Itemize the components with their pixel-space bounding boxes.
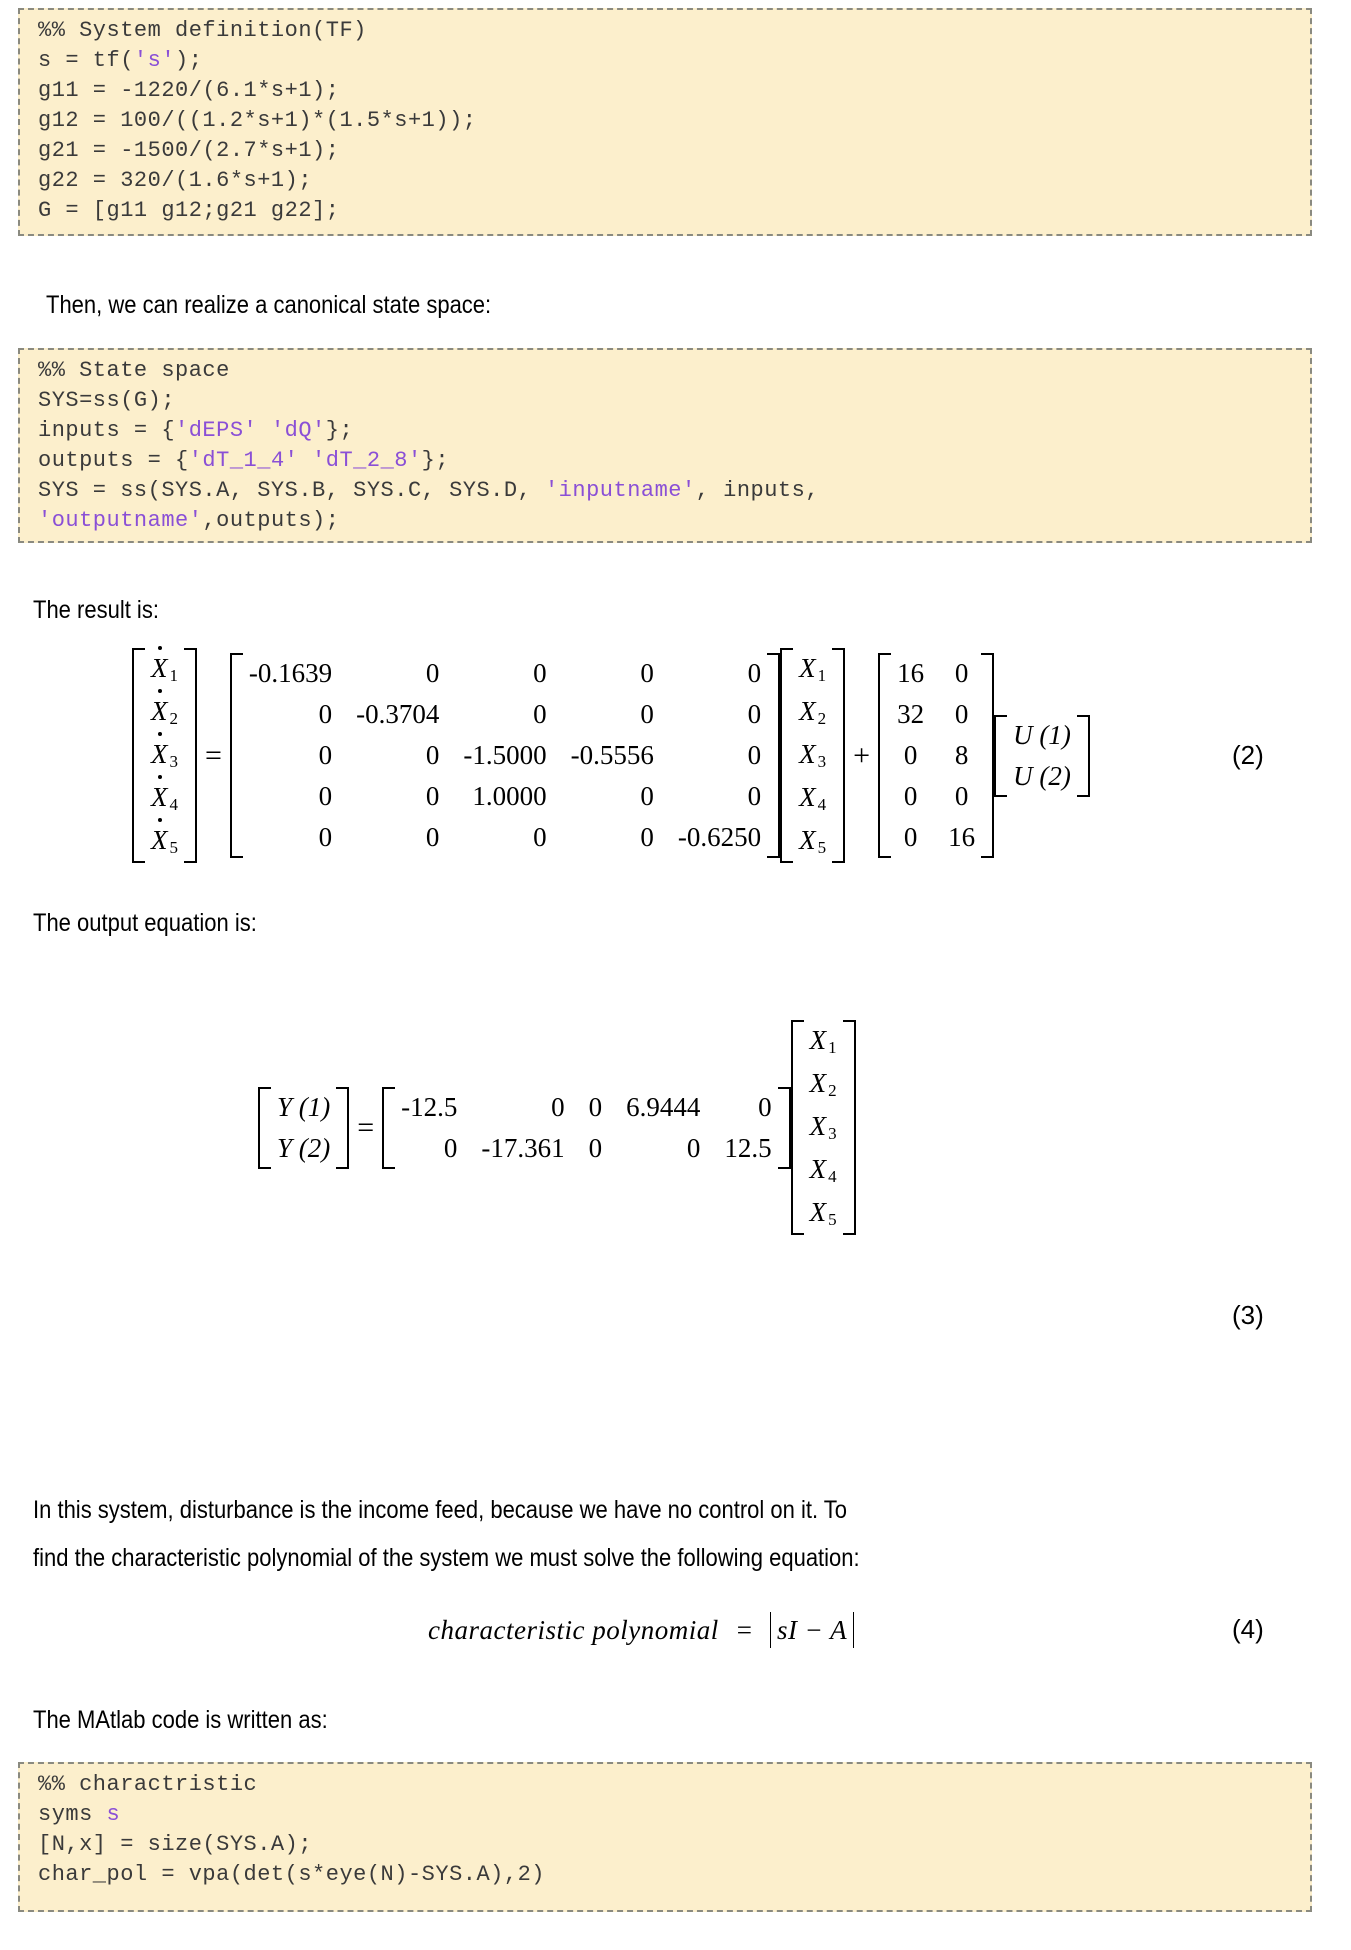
matrix-cell: 0	[747, 699, 762, 729]
variable-subscript: 4	[817, 795, 827, 814]
variable: X	[799, 696, 816, 726]
matrix-row	[389, 1087, 784, 1128]
vector-cell	[139, 777, 190, 820]
matrix-cell: 0	[425, 740, 440, 770]
matrix-cell: 0	[747, 658, 762, 688]
code-text: );	[175, 48, 203, 73]
matrix-cell: 0	[318, 740, 333, 770]
derivative-dot-icon	[158, 818, 162, 822]
code-line	[38, 136, 1310, 166]
variable: U (2)	[1013, 760, 1071, 791]
vector-row	[798, 1020, 849, 1063]
paragraph-matlab-code-is: The MAtlab code is written as:	[33, 1706, 328, 1734]
matrix-cell: 0	[747, 740, 762, 770]
matrix-cell: 0	[551, 1091, 565, 1122]
code-text: char_pol = vpa(det(s*eye(N)-SYS.A),2)	[38, 1862, 545, 1887]
code-text: syms	[38, 1802, 107, 1827]
code-text: ,outputs);	[202, 508, 340, 533]
vector-cell	[787, 691, 838, 734]
variable: Y (2)	[277, 1132, 331, 1163]
variable-subscript: 5	[169, 838, 178, 857]
matrix-cell: 0	[640, 781, 654, 811]
code-string-literal: 's'	[133, 48, 176, 73]
matrix-cell: 8	[954, 740, 969, 770]
a-matrix-bracket	[230, 653, 780, 858]
equals-sign-eq3: =	[357, 1110, 375, 1144]
matrix-cell: 0	[533, 658, 547, 688]
x-vector-bracket	[780, 648, 845, 863]
matrix-cell: 0	[903, 822, 918, 852]
derivative-dot-icon	[158, 646, 162, 650]
vector-row	[1001, 715, 1083, 756]
matrix-cell: -0.6250	[677, 822, 762, 852]
b-matrix	[885, 653, 987, 858]
paragraph-output-equation-is: The output equation is:	[33, 909, 257, 937]
code-text: outputs = {	[38, 448, 189, 473]
variable: Y (1)	[277, 1091, 331, 1122]
equation-4-lhs: characteristic polynomial	[428, 1615, 719, 1645]
code-text: g12 = 100/((1.2*s+1)*(1.5*s+1));	[38, 108, 477, 133]
vector-row	[139, 691, 190, 734]
variable: X	[809, 1068, 827, 1098]
code-text: [N,x] = size(SYS.A);	[38, 1832, 313, 1857]
matrix-cell: -0.1639	[248, 658, 333, 688]
matrix-row	[237, 817, 773, 858]
matrix-row	[885, 735, 987, 776]
vector-cell	[1001, 756, 1083, 797]
code-line	[38, 76, 1310, 106]
vector-cell	[139, 820, 190, 863]
determinant-expression: sI − A	[770, 1612, 854, 1648]
code-line	[38, 46, 1310, 76]
matrix-cell: 0	[588, 1132, 603, 1163]
matrix-row	[237, 653, 773, 694]
matrix-cell: 0	[533, 699, 547, 729]
variable: X	[799, 782, 816, 812]
code-line	[38, 1770, 1310, 1800]
vector-row	[798, 1063, 849, 1106]
matrix-cell: 0	[758, 1091, 772, 1122]
vector-row	[787, 820, 838, 863]
matrix-cell: 0	[954, 699, 969, 729]
vector-row	[265, 1128, 342, 1169]
derivative-variable: X	[151, 698, 168, 725]
matrix-cell: 0	[588, 1091, 603, 1122]
paragraph-disturbance-line1: In this system, disturbance is the income feed, because we have no control on it. To	[33, 1496, 848, 1524]
variable-subscript: 1	[169, 666, 178, 685]
vector-cell	[1001, 715, 1083, 756]
matrix-cell: 0	[903, 740, 918, 770]
matrix-cell: 0	[747, 781, 762, 811]
c-matrix-bracket	[382, 1087, 791, 1169]
code-line	[38, 386, 1310, 416]
matrix-cell: 0	[686, 1132, 701, 1163]
a-matrix	[237, 653, 773, 858]
u-vector	[1001, 715, 1083, 797]
vector-cell	[139, 691, 190, 734]
equation-2-number: (2)	[1232, 740, 1264, 770]
vector-row	[139, 777, 190, 820]
variable: X	[809, 1197, 827, 1227]
xdot-vector-bracket	[132, 648, 197, 863]
code-text: inputs = {	[38, 418, 176, 443]
matrix-cell: 0	[954, 781, 969, 811]
vector-cell	[787, 777, 838, 820]
u-vector-bracket	[994, 715, 1090, 797]
vector-row	[1001, 756, 1083, 797]
matrix-cell: 16	[948, 822, 976, 852]
code-text: %% charactristic	[38, 1772, 258, 1797]
vector-row	[798, 1192, 849, 1235]
code-line	[38, 506, 1310, 536]
derivative-variable: X	[151, 827, 168, 854]
variable-subscript: 4	[169, 795, 178, 814]
vector-cell	[798, 1149, 849, 1192]
variable-subscript: 1	[828, 1038, 837, 1057]
vector-cell	[787, 648, 838, 691]
code-text: , inputs,	[695, 478, 820, 503]
y-vector-bracket	[258, 1087, 349, 1169]
derivative-dot-icon	[158, 732, 162, 736]
matrix-cell: -17.361	[481, 1132, 565, 1163]
code-line	[38, 446, 1310, 476]
matrix-cell: 0	[640, 658, 654, 688]
matrix-row	[885, 817, 987, 858]
y-vector	[265, 1087, 342, 1169]
equals-sign: =	[205, 738, 222, 772]
matrix-cell: 6.9444	[626, 1091, 701, 1122]
variable-subscript: 4	[828, 1167, 837, 1186]
matrix-row	[885, 776, 987, 817]
vector-row	[798, 1106, 849, 1149]
variable-subscript: 5	[817, 838, 827, 857]
c-matrix	[389, 1087, 784, 1169]
matrix-cell: 0	[640, 822, 654, 852]
matrix-cell: 0	[318, 781, 333, 811]
variable: U (1)	[1013, 719, 1071, 750]
code-block-state-space	[18, 348, 1312, 543]
code-block-system-definition	[18, 8, 1312, 236]
code-string-literal: s	[106, 1802, 121, 1827]
code-text: g11 = -1220/(6.1*s+1);	[38, 78, 340, 103]
vector-cell	[787, 734, 838, 777]
variable-subscript: 2	[828, 1081, 837, 1100]
code-text: };	[421, 448, 450, 473]
matrix-cell: 0	[425, 822, 440, 852]
matrix-row	[237, 776, 773, 817]
equation-4	[428, 1612, 854, 1648]
vector-cell	[265, 1087, 342, 1128]
code-text: SYS = ss(SYS.A, SYS.B, SYS.C, SYS.D,	[38, 478, 545, 503]
variable: X	[799, 739, 816, 769]
code-line	[38, 356, 1310, 386]
code-text: %% State space	[38, 358, 230, 383]
code-text: g21 = -1500/(2.7*s+1);	[38, 138, 340, 163]
matrix-cell: 0	[640, 699, 654, 729]
paragraph-result-is: The result is:	[33, 596, 159, 624]
vector-cell	[798, 1192, 849, 1235]
code-line	[38, 196, 1310, 226]
matrix-cell: 0	[443, 1132, 458, 1163]
vector-cell	[139, 648, 190, 691]
matrix-cell: 0	[533, 822, 547, 852]
variable-subscript: 5	[828, 1210, 837, 1229]
matrix-row	[237, 694, 773, 735]
code-text: g22 = 320/(1.6*s+1);	[38, 168, 313, 193]
code-line	[38, 1800, 1310, 1830]
matrix-cell: 0	[318, 822, 333, 852]
matrix-cell: 0	[903, 781, 918, 811]
matrix-cell: 32	[897, 699, 925, 729]
vector-row	[787, 777, 838, 820]
matrix-cell: -0.3704	[356, 699, 440, 729]
equation-3	[258, 1020, 856, 1235]
code-line	[38, 16, 1310, 46]
code-text: G = [g11 g12;g21 g22];	[38, 198, 340, 223]
code-line	[38, 476, 1310, 506]
variable: X	[809, 1154, 827, 1184]
variable-subscript: 2	[169, 709, 178, 728]
x-vector-eq3	[798, 1020, 849, 1235]
plus-sign: +	[853, 738, 871, 772]
matrix-cell: 1.0000	[472, 781, 547, 811]
vector-cell	[265, 1128, 342, 1169]
vector-row	[139, 648, 190, 691]
variable-subscript: 3	[828, 1124, 837, 1143]
matrix-cell: 16	[897, 658, 925, 688]
matrix-cell: 0	[318, 699, 333, 729]
vector-cell	[139, 734, 190, 777]
variable: X	[809, 1025, 827, 1055]
variable: X	[799, 653, 816, 683]
equation-3-number: (3)	[1232, 1300, 1264, 1330]
derivative-dot-icon	[158, 689, 162, 693]
paragraph-disturbance-line2: find the characteristic polynomial of the system we must solve the following equation:	[33, 1544, 860, 1572]
matrix-cell: 0	[425, 781, 440, 811]
derivative-dot-icon	[158, 775, 162, 779]
matrix-row	[885, 653, 987, 694]
code-text: %% System definition(TF)	[38, 18, 367, 43]
paragraph-then-realize: Then, we can realize a canonical state space:	[46, 291, 492, 319]
code-text: s = tf(	[38, 48, 134, 73]
x-vector	[787, 648, 838, 863]
derivative-variable: X	[151, 784, 168, 811]
code-line	[38, 1830, 1310, 1860]
matrix-cell: 0	[425, 658, 440, 688]
matrix-cell: -12.5	[401, 1091, 458, 1122]
code-line	[38, 1860, 1310, 1890]
b-matrix-bracket	[878, 653, 994, 858]
vector-cell	[787, 820, 838, 863]
variable-subscript: 2	[817, 709, 827, 728]
vector-row	[265, 1087, 342, 1128]
equation-4-equals: =	[734, 1615, 754, 1645]
code-string-literal: 'outputname'	[38, 508, 203, 533]
variable-subscript: 1	[817, 666, 827, 685]
code-line	[38, 166, 1310, 196]
vector-cell	[798, 1020, 849, 1063]
vector-row	[139, 820, 190, 863]
vector-row	[787, 691, 838, 734]
code-text: SYS=ss(G);	[38, 388, 176, 413]
vector-row	[787, 734, 838, 777]
code-string-literal: 'dEPS' 'dQ'	[175, 418, 326, 443]
matrix-row	[389, 1128, 784, 1169]
variable: X	[809, 1111, 827, 1141]
matrix-cell: 12.5	[724, 1132, 772, 1163]
code-string-literal: 'dT_1_4' 'dT_2_8'	[188, 448, 422, 473]
equation-4-number: (4)	[1232, 1614, 1264, 1644]
vector-row	[798, 1149, 849, 1192]
code-line	[38, 106, 1310, 136]
derivative-variable: X	[151, 655, 168, 682]
derivative-variable: X	[151, 741, 168, 768]
code-block-charactristic	[18, 1762, 1312, 1912]
vector-row	[139, 734, 190, 777]
code-line	[38, 416, 1310, 446]
x-vector-bracket-eq3	[791, 1020, 856, 1235]
code-text: };	[325, 418, 354, 443]
matrix-cell: -1.5000	[463, 740, 547, 770]
equation-2	[132, 648, 1090, 863]
variable-subscript: 3	[169, 752, 178, 771]
variable-subscript: 3	[817, 752, 827, 771]
vector-cell	[798, 1063, 849, 1106]
matrix-cell: -0.5556	[570, 740, 654, 770]
variable: X	[799, 825, 816, 855]
vector-row	[787, 648, 838, 691]
xdot-vector	[139, 648, 190, 863]
matrix-cell: 0	[954, 658, 969, 688]
code-string-literal: 'inputname'	[544, 478, 696, 503]
vector-cell	[798, 1106, 849, 1149]
matrix-row	[885, 694, 987, 735]
matrix-row	[237, 735, 773, 776]
